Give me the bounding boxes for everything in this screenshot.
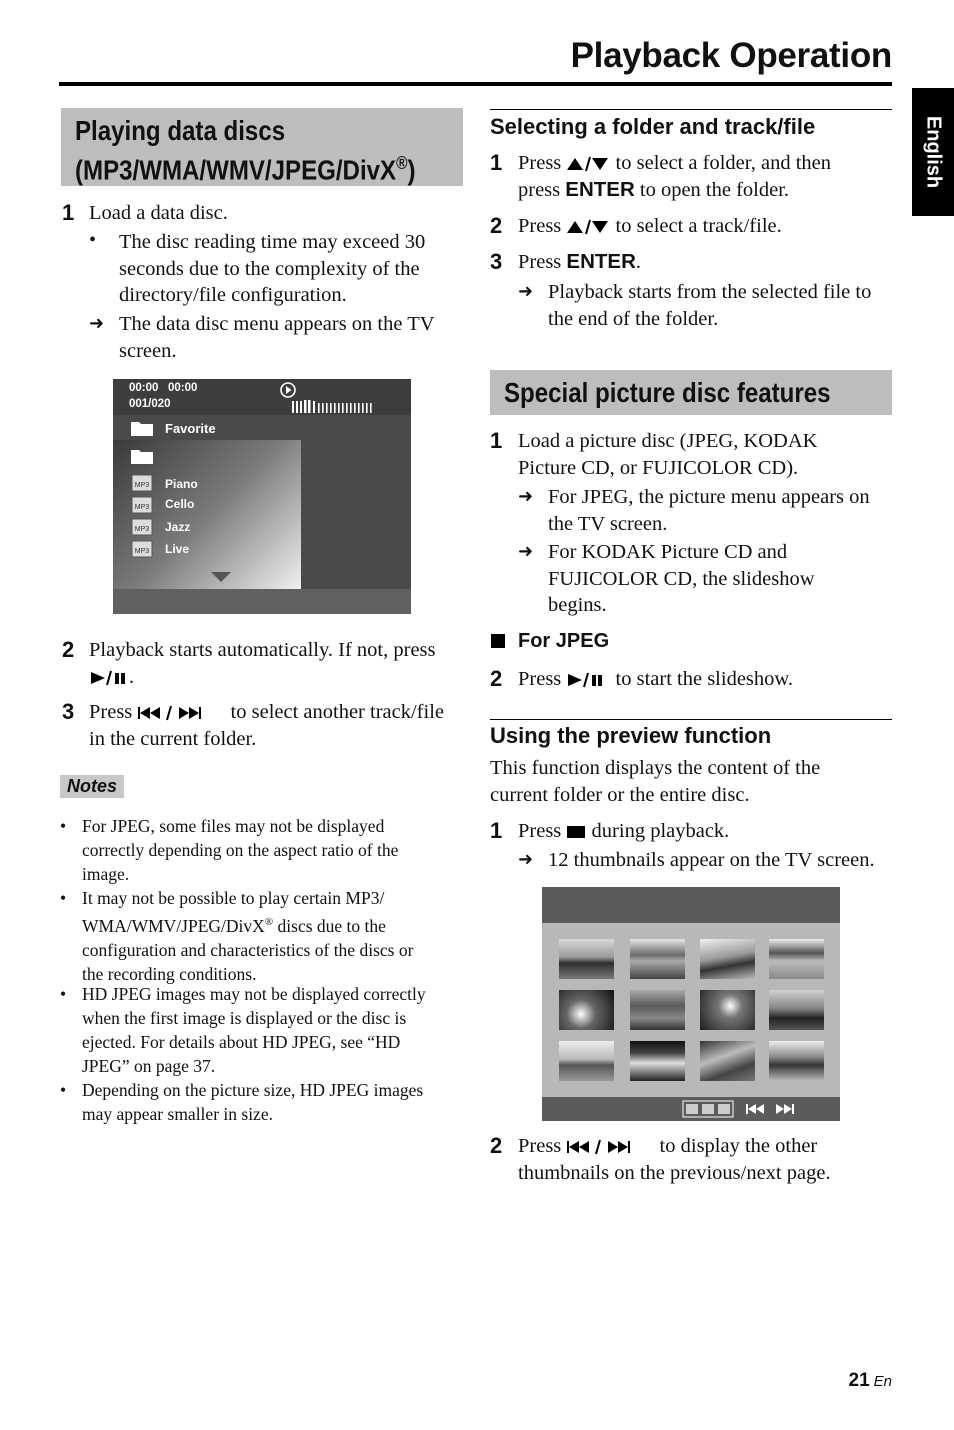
- step-text: [518, 1133, 831, 1186]
- file-icon-mp3: [131, 518, 153, 541]
- svg-text:MP3: MP3: [134, 482, 150, 489]
- file-icon-mp3: [131, 540, 153, 563]
- photo-thumbnail[interactable]: [700, 990, 755, 1030]
- step-number: 2: [490, 213, 503, 238]
- text-line: For JPEG, some files may not be displayed: [82, 816, 385, 836]
- step-text: [518, 666, 793, 693]
- stop-icon: [566, 825, 586, 839]
- step-text: [89, 699, 444, 752]
- language-tab-label: English: [922, 115, 945, 189]
- text-part: Press: [518, 251, 562, 273]
- text-line: begins.: [548, 594, 607, 616]
- step-number: 1: [490, 428, 503, 453]
- enter-key-label: ENTER: [566, 250, 636, 273]
- square-bullet-icon: [491, 634, 505, 648]
- text-line: ejected. For details about HD JPEG, see “HD: [82, 1032, 401, 1052]
- result-text: [548, 279, 871, 332]
- photo-thumbnail[interactable]: [700, 1041, 755, 1081]
- page-number-value: 21: [848, 1370, 870, 1391]
- registered-mark: ®: [396, 153, 408, 173]
- result-text: [548, 484, 870, 537]
- text-line: may appear smaller in size.: [82, 1104, 273, 1124]
- intro-text: [490, 755, 820, 808]
- result-text: [548, 539, 815, 619]
- result-arrow-icon: ➜: [518, 541, 534, 562]
- text-line: in the current folder.: [89, 727, 257, 750]
- up-down-arrow-icon: [566, 219, 610, 235]
- text-line: The data disc menu appears on the TV: [119, 313, 435, 335]
- result-arrow-icon: ➜: [89, 313, 105, 334]
- bullet-text: [119, 229, 425, 309]
- page-title: Playback Operation: [570, 36, 892, 75]
- text-line: [82, 910, 413, 938]
- text-line: [518, 177, 831, 204]
- play-pause-icon: [89, 670, 129, 686]
- scroll-down-icon[interactable]: [210, 571, 232, 583]
- result-arrow-icon: ➜: [518, 486, 534, 507]
- text-prefix: Press: [89, 701, 133, 723]
- result-arrow-icon: ➜: [518, 281, 534, 302]
- photo-thumbnail[interactable]: [559, 990, 614, 1030]
- folder-icon: [130, 419, 154, 437]
- text-line: HD JPEG images may not be displayed correctly: [82, 984, 426, 1004]
- page-number-suffix: En: [873, 1373, 892, 1390]
- text-line: current folder or the entire disc.: [490, 783, 750, 806]
- step-number: 1: [62, 200, 75, 225]
- note-item: [82, 1078, 423, 1126]
- text-part: Press: [518, 215, 562, 237]
- result-text: [119, 311, 435, 364]
- step-number: 3: [62, 699, 75, 724]
- step-text: [518, 249, 641, 276]
- step-number: 3: [490, 249, 503, 274]
- screen-time: 00:00 00:00: [129, 382, 198, 394]
- text-line: seconds due to the complexity of the: [119, 257, 420, 280]
- text-line: Playback starts automatically. If not, press: [89, 639, 436, 661]
- text-line: For JPEG, the picture menu appears on: [548, 486, 870, 508]
- text-part: discs due to the: [273, 915, 386, 936]
- text-line: Playback starts from the selected file to: [548, 281, 872, 303]
- section-title-picture-disc: Special picture disc features: [504, 377, 831, 408]
- section-title-close: ): [407, 154, 416, 186]
- skip-prev-next-icon: [566, 1139, 654, 1155]
- step-number: 1: [490, 150, 503, 175]
- subsection-rule: [490, 719, 892, 720]
- file-icon-mp3: [131, 496, 153, 519]
- photo-thumbnail[interactable]: [630, 990, 685, 1030]
- file-item[interactable]: Live: [165, 542, 190, 556]
- step-text: [518, 213, 782, 240]
- text-line: screen.: [119, 339, 177, 362]
- step-text: [518, 150, 831, 203]
- text-part: .: [635, 251, 642, 273]
- photo-thumbnail[interactable]: [559, 939, 614, 979]
- page-number: [849, 1370, 893, 1392]
- next-page-icon[interactable]: [774, 1102, 796, 1116]
- text-line: For KODAK Picture CD and: [548, 541, 788, 563]
- note-item: [82, 814, 398, 886]
- screen-footer: [113, 589, 411, 614]
- text-line: [518, 1133, 831, 1160]
- text-line: [518, 150, 831, 177]
- text-line: configuration and characteristics of the discs or: [82, 939, 414, 960]
- subsection-rule: [490, 109, 892, 110]
- file-item[interactable]: Piano: [165, 477, 198, 491]
- up-down-arrow-icon: [566, 156, 610, 172]
- text-part: to select a track/file.: [615, 215, 782, 237]
- thumbnail-grid-icon[interactable]: [682, 1100, 734, 1118]
- svg-text:MP3: MP3: [134, 526, 150, 533]
- text-part: during playback.: [591, 820, 730, 842]
- step-number: 2: [490, 1133, 503, 1158]
- text-line: It may not be possible to play certain MP3/: [82, 888, 385, 908]
- title-rule: [59, 82, 892, 86]
- text-part: WMA/WMV/JPEG/DivX: [82, 915, 265, 936]
- text-part: Press: [518, 820, 562, 842]
- text-line: correctly depending on the aspect ratio of the: [82, 840, 399, 860]
- text-part: Press: [518, 152, 562, 174]
- text-line: The disc reading time may exceed 30: [119, 231, 426, 253]
- previous-page-icon[interactable]: [745, 1102, 767, 1116]
- for-jpeg-heading: For JPEG: [518, 630, 610, 652]
- skip-prev-next-icon: [137, 705, 225, 721]
- notes-label: Notes: [60, 775, 124, 798]
- svg-text:MP3: MP3: [134, 548, 150, 555]
- text-line: This function displays the content of the: [490, 757, 821, 779]
- note-item: [82, 886, 413, 986]
- text-part: to display the other: [659, 1135, 818, 1157]
- photo-thumbnail[interactable]: [630, 1041, 685, 1081]
- photo-thumbnail[interactable]: [559, 1041, 614, 1081]
- bullet: •: [60, 816, 67, 836]
- level-meter-icon: [291, 399, 377, 415]
- section-title-line2: [75, 147, 416, 186]
- file-item[interactable]: Cello: [165, 497, 195, 511]
- text-line: image.: [82, 864, 130, 884]
- text-part: press: [518, 178, 561, 201]
- play-status-icon: [279, 381, 297, 399]
- text-line: the end of the folder.: [548, 307, 719, 330]
- bullet: •: [60, 984, 67, 1004]
- language-tab: [912, 88, 954, 216]
- section-title-data-discs: [75, 114, 416, 186]
- svg-text:MP3: MP3: [134, 504, 150, 511]
- text-part: to open the folder.: [639, 178, 790, 201]
- photo-thumbnail[interactable]: [769, 990, 824, 1030]
- text-part: to start the slideshow.: [615, 668, 793, 690]
- text-line: JPEG” on page 37.: [82, 1056, 216, 1076]
- photo-thumbnail[interactable]: [769, 939, 824, 979]
- folder-label[interactable]: Favorite: [165, 421, 216, 436]
- text-line: Picture CD, or FUJICOLOR CD).: [518, 456, 799, 479]
- subsection-title: Using the preview function: [490, 723, 772, 748]
- step-text: [518, 428, 817, 481]
- thumbnail-preview-screen: [542, 887, 840, 1121]
- text-line: [89, 664, 436, 691]
- section-title-line1: Playing data discs: [75, 115, 286, 146]
- text-line: Load a picture disc (JPEG, KODAK: [518, 430, 818, 452]
- text-line: Depending on the picture size, HD JPEG images: [82, 1080, 424, 1100]
- step-text: Load a data disc.: [89, 202, 228, 224]
- section-title-text: (MP3/WMA/WMV/JPEG/DivX: [75, 154, 397, 186]
- text-line: when the first image is displayed or the disc is: [82, 1008, 407, 1028]
- step-text: [89, 637, 436, 690]
- bullet: •: [89, 229, 97, 251]
- result-text: 12 thumbnails appear on the TV screen.: [548, 849, 875, 871]
- text-suffix: .: [129, 665, 135, 688]
- photo-thumbnail[interactable]: [769, 1041, 824, 1081]
- screen-header-bar: [542, 887, 840, 923]
- step-number: 2: [490, 666, 503, 691]
- parent-folder-icon: [130, 447, 154, 465]
- step-number: 1: [490, 818, 503, 843]
- step-text: [518, 818, 729, 845]
- text-suffix: to select another track/file: [230, 701, 444, 723]
- subsection-title: Selecting a folder and track/file: [490, 114, 816, 139]
- file-item[interactable]: Jazz: [165, 520, 191, 534]
- enter-key-label: ENTER: [565, 177, 635, 201]
- text-line: FUJICOLOR CD, the slideshow: [548, 567, 815, 590]
- text-line: the recording conditions.: [82, 963, 257, 984]
- bullet: •: [60, 888, 67, 908]
- file-icon-mp3: [131, 474, 153, 497]
- text-part: Press: [518, 668, 562, 690]
- photo-thumbnail[interactable]: [630, 939, 685, 979]
- play-pause-icon: [566, 672, 610, 688]
- data-disc-menu-screen: [113, 379, 411, 614]
- step-number: 2: [62, 637, 75, 662]
- text-part: to select a folder, and then: [615, 152, 832, 174]
- text-line: [89, 699, 444, 726]
- text-line: thumbnails on the previous/next page.: [518, 1161, 831, 1184]
- text-part: Press: [518, 1135, 562, 1157]
- screen-counter: 001/020: [129, 398, 171, 410]
- note-item: [82, 982, 426, 1078]
- text-line: directory/file configuration.: [119, 284, 347, 306]
- text-line: the TV screen.: [548, 512, 668, 535]
- result-arrow-icon: ➜: [518, 849, 534, 870]
- photo-thumbnail[interactable]: [700, 939, 755, 979]
- bullet: •: [60, 1080, 67, 1100]
- registered-mark: ®: [264, 916, 274, 928]
